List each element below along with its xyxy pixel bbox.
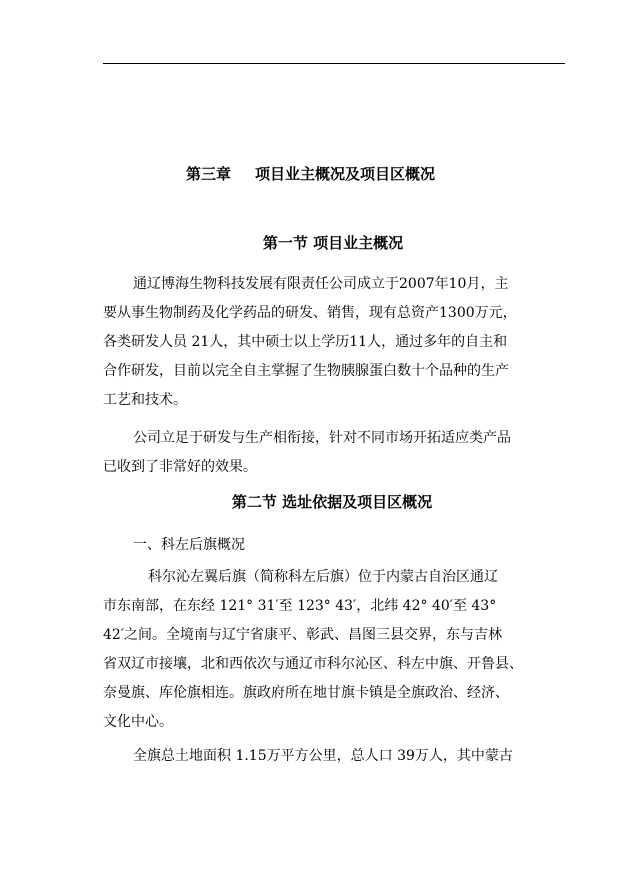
section-heading: 第一节 项目业主概况 (262, 234, 404, 252)
text-line: 文化中心。 (103, 714, 173, 730)
paragraph (103, 742, 565, 771)
subheading-text: 一、科左后旗概况 (133, 537, 245, 553)
text-line: 各类研发人员 21人，其中硕士以上学历11人，通过多年的自主和 (103, 334, 508, 350)
paragraph (103, 270, 565, 415)
subheading (103, 531, 565, 560)
text-line: 公司立足于研发与生产相衔接，针对不同市场开拓适应类产品 (133, 430, 511, 446)
text-line: 市东南部，在东经 121° 31′至 123° 43′，北纬 42° 40′至 43° (103, 598, 497, 614)
paragraph (103, 424, 565, 482)
chapter-heading (0, 164, 621, 184)
text-line: 全旗总土地面积 1.15万平方公里，总人口 39万人，其中蒙古 (133, 748, 513, 764)
paragraph (103, 563, 565, 737)
header-rule (103, 63, 565, 64)
text-line: 省双辽市接壤，北和西依次与通辽市科尔沁区、科左中旗、开鲁县、 (103, 656, 523, 672)
text-line: 工艺和技术。 (103, 392, 187, 408)
text-line: 要从事生物制药及化学药品的研发、销售，现有总资产1300万元， (103, 305, 517, 321)
text-line: 合作研发，目前以完全自主掌握了生物胰腺蛋白数十个品种的生产 (103, 363, 509, 379)
text-line: 通辽博海生物科技发展有限责任公司成立于2007年10月，主 (133, 276, 509, 292)
text-line: 奈曼旗、库伦旗相连。旗政府所在地甘旗卡镇是全旗政治、经济、 (103, 685, 509, 701)
chapter-label: 第三章 (185, 165, 231, 183)
text-line: 42′之间。全境南与辽宁省康平、彰武、昌图三县交界，东与吉林 (103, 627, 502, 643)
chapter-title: 项目业主概况及项目区概况 (255, 165, 436, 183)
section-heading: 第二节 选址依据及项目区概况 (231, 493, 433, 511)
text-line: 科尔沁左翼后旗（简称科左后旗）位于内蒙古自治区通辽 (148, 569, 498, 585)
text-line: 已收到了非常好的效果。 (103, 459, 257, 475)
